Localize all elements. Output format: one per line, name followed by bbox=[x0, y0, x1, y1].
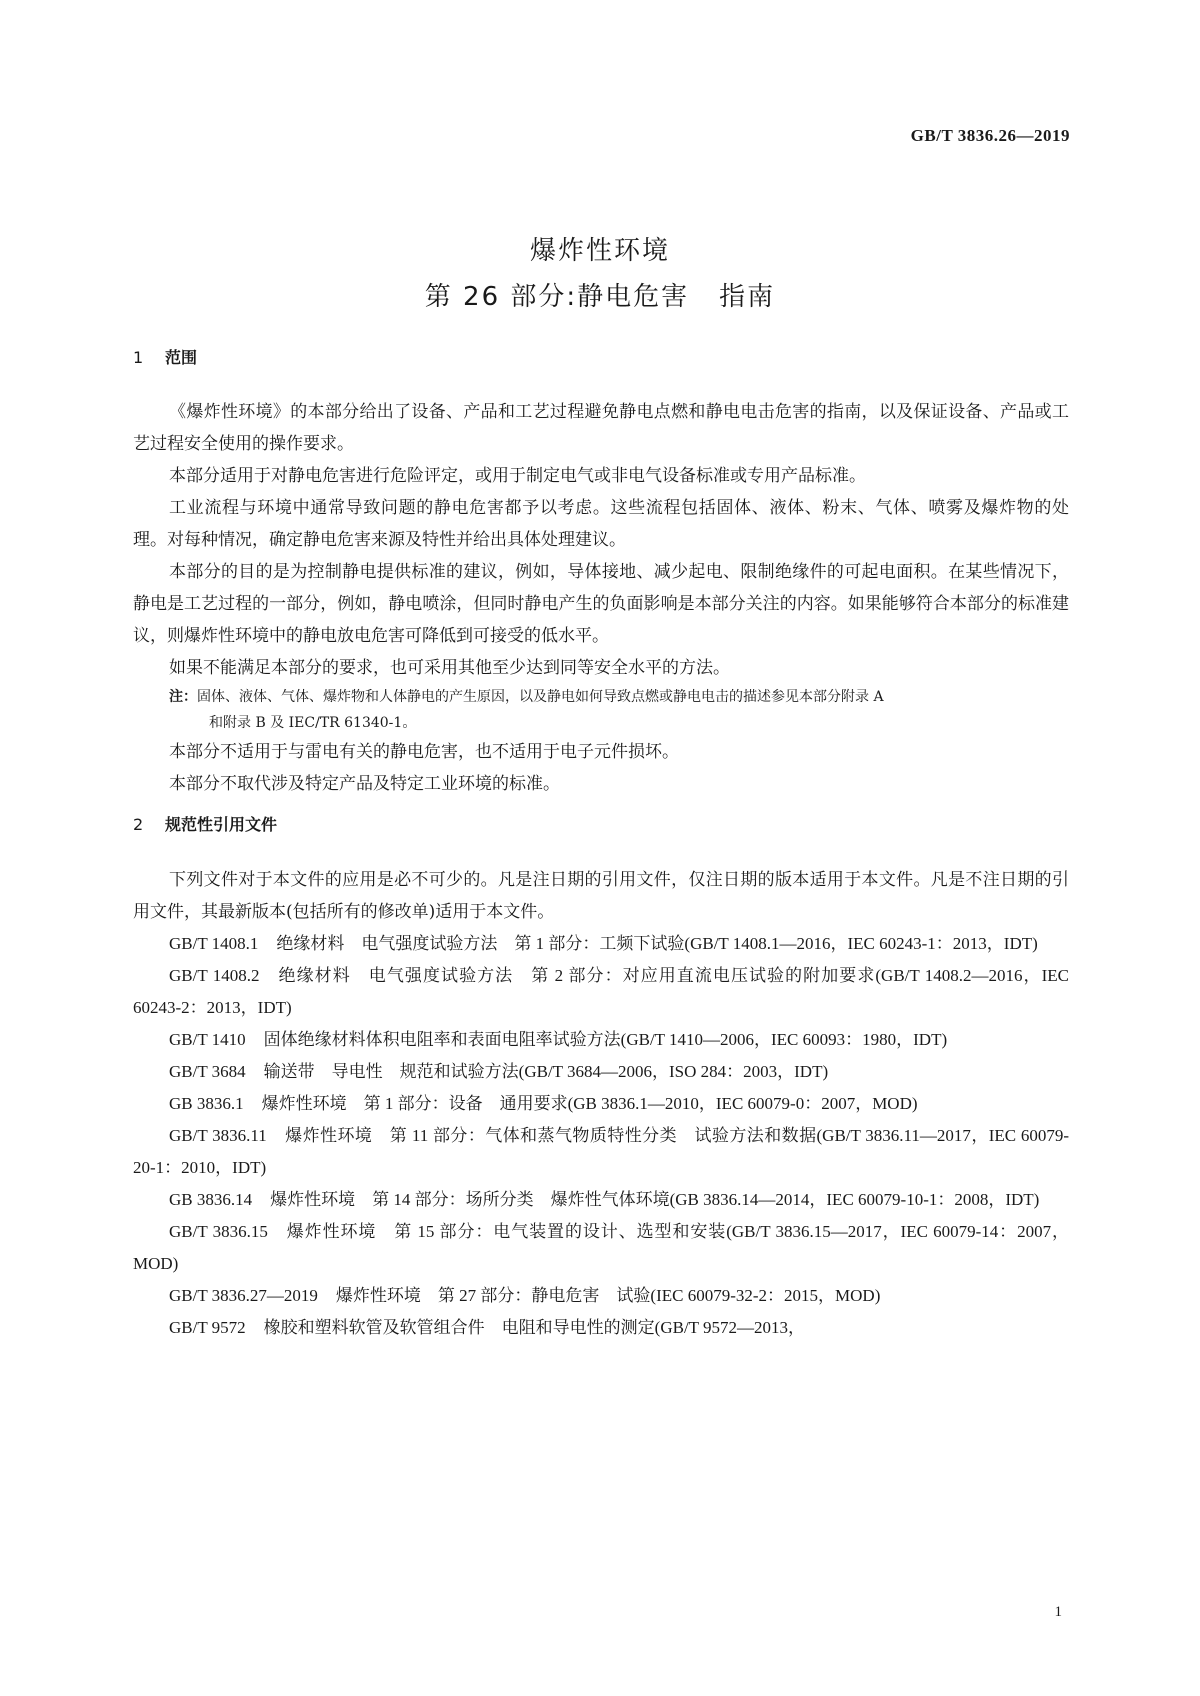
reference-code: GB/T 9572 bbox=[169, 1318, 246, 1337]
note bbox=[133, 684, 1069, 736]
document-title-line1: 爆炸性环境 bbox=[529, 236, 670, 266]
document-title-suffix: 指南 bbox=[719, 282, 776, 312]
section-2-body bbox=[133, 864, 1069, 1344]
reference-title: 爆炸性环境 第 11 部分：气体和蒸气物质特性分类 试验方法和数据(GB/T 3836.11—2017，IEC 60079-20-1：2010，IDT) bbox=[133, 1126, 1069, 1177]
section-2-number: 2 bbox=[133, 815, 144, 834]
reference-code: GB 3836.1 bbox=[169, 1094, 244, 1113]
section-1-heading bbox=[133, 345, 197, 368]
page-number: 1 bbox=[1054, 1604, 1062, 1620]
reference-item bbox=[133, 1024, 1069, 1056]
reference-title: 爆炸性环境 第 15 部分：电气装置的设计、选型和安装(GB/T 3836.15—2017，IEC 60079-14：2007，MOD) bbox=[133, 1222, 1070, 1273]
reference-item bbox=[133, 1184, 1069, 1216]
section-1-title: 范围 bbox=[165, 348, 198, 367]
reference-item bbox=[133, 1088, 1069, 1120]
reference-code: GB/T 3836.27—2019 bbox=[169, 1286, 318, 1305]
reference-title: 固体绝缘材料体积电阻率和表面电阻率试验方法(GB/T 1410—2006，IEC 60093：1980，IDT) bbox=[263, 1030, 948, 1049]
paragraph: 本部分的目的是为控制静电提供标准的建议，例如，导体接地、减少起电、限制绝缘件的可起电面积。在某些情况下，静电是工艺过程的一部分，例如，静电喷涂，但同时静电产生的负面影响是本部分关注的内容。如果能够符合本部分的标准建议，则爆炸性环境中的静电放电危害可降低到可接受的低水平。 bbox=[133, 562, 1069, 646]
reference-code: GB/T 3836.15 bbox=[169, 1222, 268, 1241]
reference-code: GB 3836.14 bbox=[169, 1190, 253, 1209]
reference-item bbox=[133, 928, 1069, 960]
section-1-body bbox=[133, 396, 1069, 800]
reference-code: GB/T 1410 bbox=[169, 1030, 246, 1049]
paragraph: 工业流程与环境中通常导致问题的静电危害都予以考虑。这些流程包括固体、液体、粉末、气体、喷雾及爆炸物的处理。对每种情况，确定静电危害来源及特性并给出具体处理建议。 bbox=[133, 498, 1069, 550]
reference-title: 绝缘材料 电气强度试验方法 第 1 部分：工频下试验(GB/T 1408.1—2016，IEC 60243-1：2013，IDT) bbox=[276, 934, 1038, 953]
reference-code: GB/T 3684 bbox=[169, 1062, 246, 1081]
reference-title: 爆炸性环境 第 27 部分：静电危害 试验(IEC 60079-32-2：2015，MOD) bbox=[335, 1286, 881, 1305]
paragraph: 如果不能满足本部分的要求，也可采用其他至少达到同等安全水平的方法。 bbox=[169, 658, 730, 678]
section-2-heading bbox=[133, 812, 277, 835]
section-2-title: 规范性引用文件 bbox=[165, 815, 278, 834]
note-text-continued: 和附录 B 及 IEC/TR 61340-1。 bbox=[209, 715, 417, 731]
note-text: 固体、液体、气体、爆炸物和人体静电的产生原因，以及静电如何导致点燃或静电电击的描述参见本部分附录 A bbox=[197, 689, 884, 705]
reference-title: 输送带 导电性 规范和试验方法(GB/T 3684—2006，ISO 284：2003，IDT) bbox=[263, 1062, 829, 1081]
standard-code: GB/T 3836.26—2019 bbox=[910, 126, 1070, 145]
document-title-line2 bbox=[0, 276, 1200, 313]
section-1-number: 1 bbox=[133, 348, 144, 367]
paragraph: 《爆炸性环境》的本部分给出了设备、产品和工艺过程避免静电点燃和静电电击危害的指南，以及保证设备、产品或工艺过程安全使用的操作要求。 bbox=[133, 402, 1069, 454]
reference-title: 绝缘材料 电气强度试验方法 第 2 部分：对应用直流电压试验的附加要求(GB/T 1408.2—2016，IEC 60243-2：2013，IDT) bbox=[133, 966, 1069, 1017]
reference-item bbox=[133, 960, 1069, 1024]
paragraph: 本部分不取代涉及特定产品及特定工业环境的标准。 bbox=[169, 774, 560, 794]
reference-item bbox=[133, 1280, 1069, 1312]
paragraph: 本部分不适用于与雷电有关的静电危害，也不适用于电子元件损坏。 bbox=[169, 742, 679, 762]
paragraph: 下列文件对于本文件的应用是必不可少的。凡是注日期的引用文件，仅注日期的版本适用于本文件。凡是不注日期的引用文件，其最新版本(包括所有的修改单)适用于本文件。 bbox=[133, 870, 1069, 922]
reference-item bbox=[133, 1312, 1069, 1344]
paragraph: 本部分适用于对静电危害进行危险评定，或用于制定电气或非电气设备标准或专用产品标准。 bbox=[169, 466, 866, 486]
reference-code: GB/T 3836.11 bbox=[169, 1126, 267, 1145]
reference-item bbox=[133, 1216, 1069, 1280]
document-title-part: 第 26 部分:静电危害 bbox=[424, 282, 690, 312]
reference-code: GB/T 1408.2 bbox=[169, 966, 260, 985]
reference-title: 爆炸性环境 第 1 部分：设备 通用要求(GB 3836.1—2010，IEC 60079-0：2007，MOD) bbox=[261, 1094, 918, 1113]
reference-item bbox=[133, 1120, 1069, 1184]
reference-title: 橡胶和塑料软管及软管组合件 电阻和导电性的测定(GB/T 9572—2013， bbox=[263, 1318, 805, 1337]
reference-code: GB/T 1408.1 bbox=[169, 934, 259, 953]
reference-item bbox=[133, 1056, 1069, 1088]
reference-title: 爆炸性环境 第 14 部分：场所分类 爆炸性气体环境(GB 3836.14—2014，IEC 60079-10-1：2008，IDT) bbox=[270, 1190, 1040, 1209]
note-label: 注： bbox=[169, 689, 197, 705]
